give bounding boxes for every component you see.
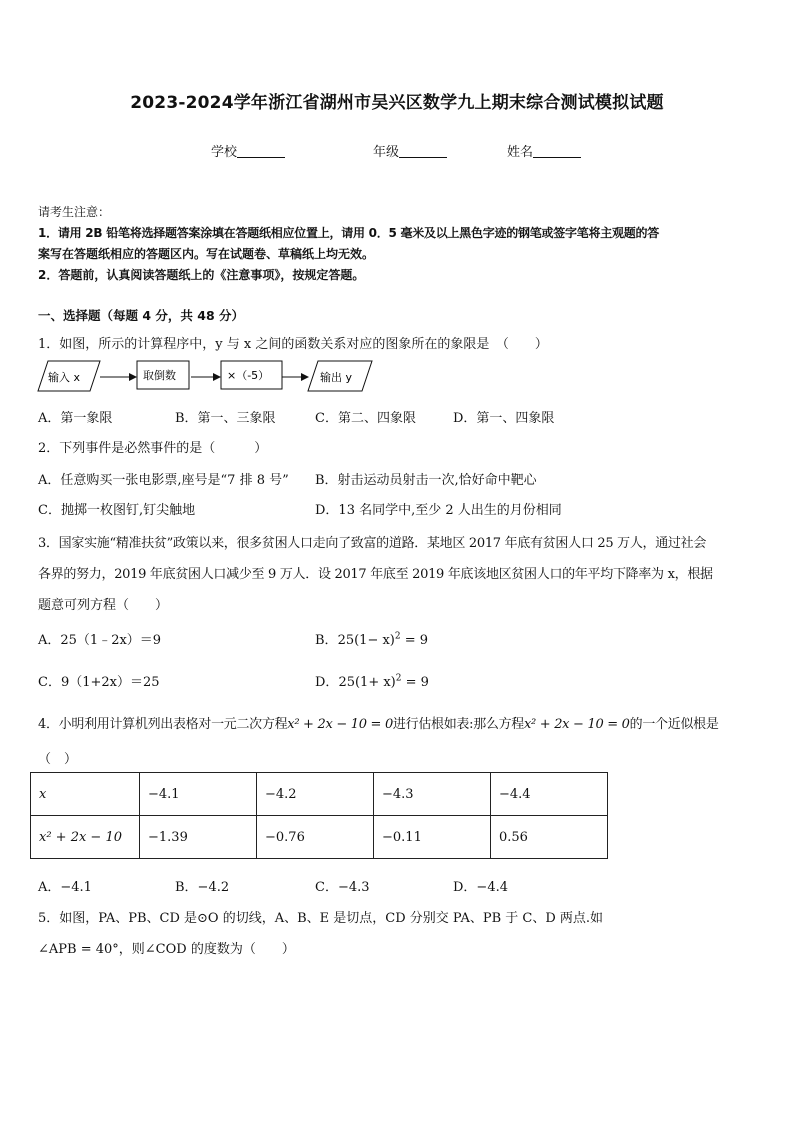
- q1-option-b[interactable]: B．第一、三象限: [175, 411, 276, 426]
- q4-table: [30, 772, 608, 859]
- q4-option-b[interactable]: B．−4.2: [175, 880, 230, 895]
- grade-blank[interactable]: [399, 144, 447, 158]
- q3-line-3: 题意可列方程（ ）: [38, 598, 169, 613]
- q4-stem: [38, 713, 719, 732]
- q4-option-d[interactable]: D．−4.4: [453, 880, 508, 895]
- q4-option-a[interactable]: A．−4.1: [38, 880, 92, 895]
- table-cell: −1.39: [140, 816, 257, 859]
- q3-option-d-exp: 2: [395, 673, 402, 684]
- q3-option-d-letter: D．: [315, 675, 339, 690]
- notice-line-1b: 案写在答题纸相应的答题区内。写在试题卷、草稿纸上均无效。: [38, 247, 375, 261]
- q2-stem: 2．下列事件是必然事件的是（ ）: [38, 441, 268, 456]
- table-cell: −4.1: [140, 773, 257, 816]
- q3-option-b[interactable]: [315, 629, 428, 648]
- q5-line-1: 5．如图，PA、PB、CD 是⊙O 的切线，A、B、E 是切点，CD 分别交 PA、PB 于 C、D 两点.如: [38, 911, 604, 926]
- q4-equation-1: x² + 2x − 10 = 0: [287, 717, 393, 732]
- q4-equation-2: x² + 2x − 10 = 0: [524, 717, 630, 732]
- name-field: [507, 141, 581, 160]
- q4-stem-mid: 进行估根如表:那么方程: [392, 717, 525, 732]
- flow-output-label: 输出 y: [320, 371, 353, 384]
- flow-step2-label: ×（-5）: [227, 369, 270, 382]
- table-cell: x: [31, 773, 140, 816]
- q5-line-2: ∠APB = 40°，则∠COD 的度数为（ ）: [38, 942, 295, 957]
- school-field: [211, 141, 285, 160]
- flow-step1-label: 取倒数: [143, 369, 176, 382]
- q1-stem: 1．如图，所示的计算程序中，y 与 x 之间的函数关系对应的图象所在的象限是 （ ）: [38, 337, 548, 352]
- q4-stem-pre: 4．小明利用计算机列出表格对一元二次方程: [38, 717, 288, 732]
- grade-field: [373, 141, 447, 160]
- q1-option-c[interactable]: C．第二、四象限: [315, 411, 416, 426]
- table-cell: x² + 2x − 10: [31, 816, 140, 859]
- school-blank[interactable]: [237, 144, 285, 158]
- table-row: [31, 773, 608, 816]
- q2-option-c[interactable]: C．抛掷一枚图钉,钉尖触地: [38, 503, 196, 518]
- q3-option-b-exp: 2: [394, 631, 401, 642]
- q4-stem-post: 的一个近似根是: [629, 717, 719, 732]
- school-label: 学校: [211, 145, 238, 160]
- q4-line-2: （ ）: [38, 752, 78, 767]
- q1-option-d[interactable]: D．第一、四象限: [453, 411, 555, 426]
- table-cell: −0.76: [257, 816, 374, 859]
- name-label: 姓名: [507, 145, 534, 160]
- q3-option-a[interactable]: A．25（1﹣2x）＝9: [38, 633, 162, 648]
- q2-option-a[interactable]: A．任意购买一张电影票,座号是“7 排 8 号”: [38, 473, 289, 488]
- q3-line-2: 各界的努力，2019 年底贫困人口减少至 9 万人．设 2017 年底至 2019 年底该地区贫困人口的年平均下降率为 x，根据: [38, 567, 713, 582]
- page-title: 2023-2024学年浙江省湖州市吴兴区数学九上期末综合测试模拟试题: [130, 93, 664, 113]
- table-cell: −0.11: [374, 816, 491, 859]
- q3-option-d-rhs: = 9: [401, 675, 429, 690]
- notice-line-1: 1．请用 2B 铅笔将选择题答案涂填在答题纸相应位置上，请用 0．5 毫米及以上黑色字迹的钢笔或签字笔将主观题的答: [38, 226, 660, 240]
- q2-option-d[interactable]: D．13 名同学中,至少 2 人出生的月份相同: [315, 503, 562, 518]
- flow-input-label: 输入 x: [48, 371, 81, 384]
- table-cell: 0.56: [491, 816, 608, 859]
- q3-option-b-letter: B．: [315, 633, 338, 648]
- q1-option-a[interactable]: A．第一象限: [38, 411, 113, 426]
- q3-option-b-expr: 25(1− x): [337, 633, 395, 648]
- table-row: [31, 816, 608, 859]
- q2-option-b[interactable]: B．射击运动员射击一次,恰好命中靶心: [315, 473, 537, 488]
- q3-option-c[interactable]: C．9（1+2x）＝25: [38, 675, 160, 690]
- grade-label: 年级: [373, 145, 400, 160]
- notice-heading: 请考生注意：: [38, 205, 111, 219]
- table-cell: −4.3: [374, 773, 491, 816]
- q3-option-b-rhs: = 9: [400, 633, 429, 648]
- q3-option-d[interactable]: [315, 671, 429, 690]
- q4-option-c[interactable]: C．−4.3: [315, 880, 370, 895]
- q3-line-1: 3．国家实施“精准扶贫”政策以来，很多贫困人口走向了致富的道路．某地区 2017 年底有贫困人口 25 万人，通过社会: [38, 536, 707, 551]
- table-cell: −4.4: [491, 773, 608, 816]
- q1-flowchart: [36, 356, 376, 396]
- notice-line-2: 2．答题前，认真阅读答题纸上的《注意事项》，按规定答题。: [38, 268, 365, 282]
- name-blank[interactable]: [533, 144, 581, 158]
- section-title: 一、选择题（每题 4 分，共 48 分）: [38, 308, 245, 323]
- q3-option-d-expr: 25(1+ x): [338, 675, 396, 690]
- table-cell: −4.2: [257, 773, 374, 816]
